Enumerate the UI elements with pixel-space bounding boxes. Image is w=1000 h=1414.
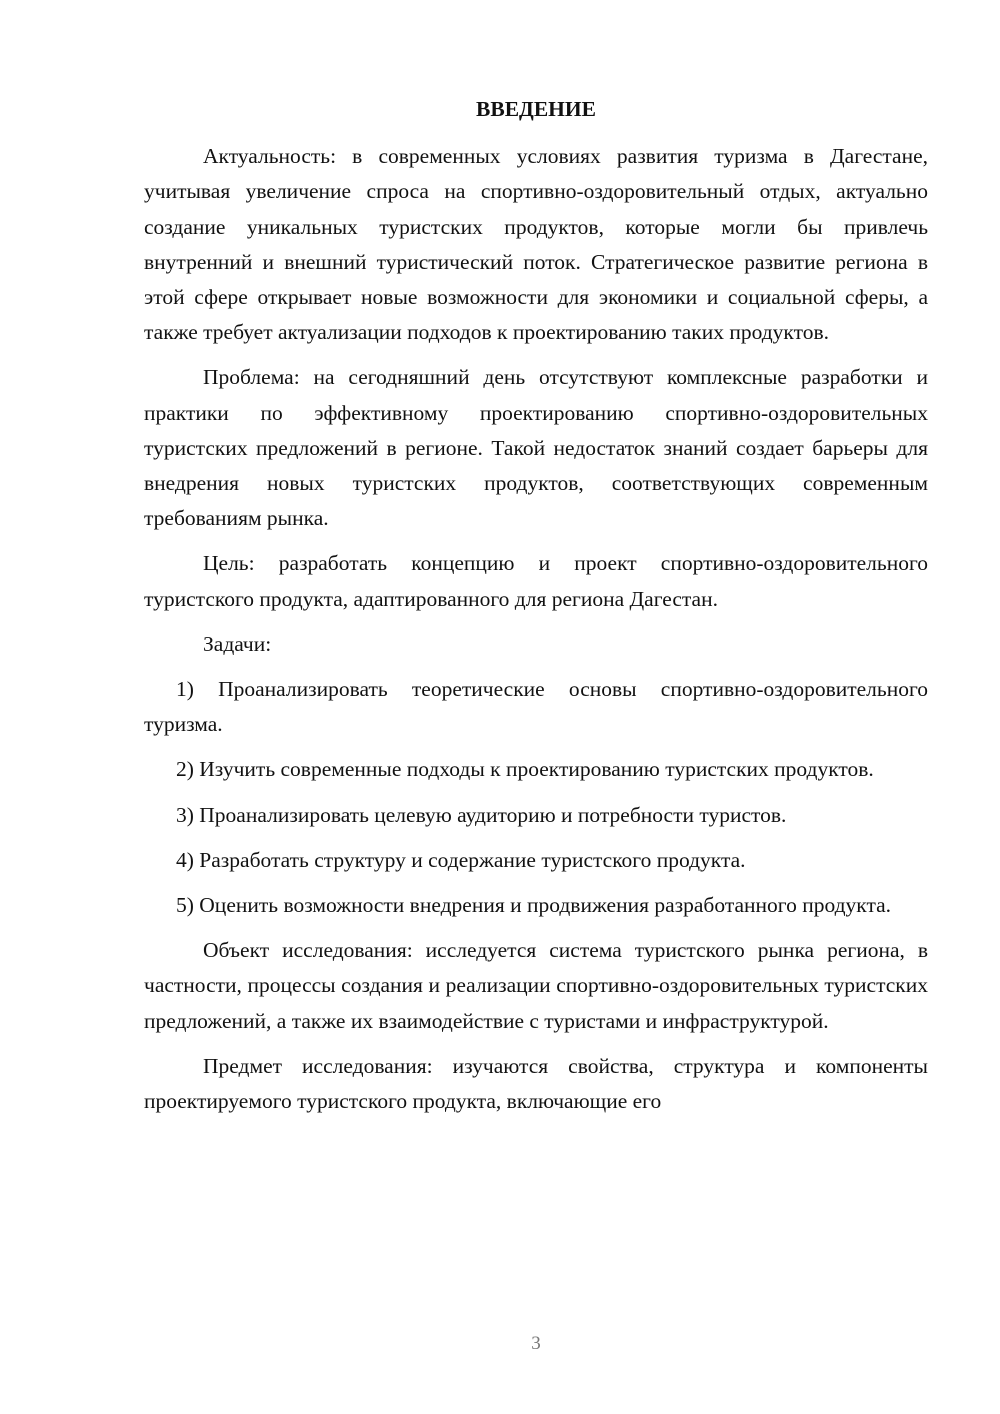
paragraph-object: Объект исследования: исследуется система туристского рынка региона, в частности, процессы создания и реализации спортивно-оздоровительных туристских предложений, а также их взаимодействие с туристами и инфраструктурой. [144,938,928,1033]
task-item-3: 3) Проанализировать целевую аудиторию и потребности туристов. [176,802,787,827]
paragraph-subject: Предмет исследования: изучаются свойства, структура и компоненты проектируемого туристского продукта, включающие его [144,1053,928,1114]
paragraph-problem: Проблема: на сегодняшний день отсутствуют комплексные разработки и практики по эффективному проектированию спортивно-оздоровительных туристских предложений в регионе. Такой недостаток знаний создает барьеры для внедрения новых туристских продуктов, соответствующих современным требованиям рынка. [144,365,928,531]
section-title: ВВЕДЕНИЕ [476,97,596,121]
paragraph-goal: Цель: разработать концепцию и проект спортивно-оздоровительного туристского продукта, адаптированного для региона Дагестан. [144,551,928,611]
task-item-4: 4) Разработать структуру и содержание туристского продукта. [176,847,746,872]
task-item-1: 1) Проанализировать теоретические основы спортивно-оздоровительного туризма. [144,677,928,737]
task-item-2: 2) Изучить современные подходы к проектированию туристских продуктов. [176,757,874,782]
paragraph-tasks-heading: Задачи: [203,631,272,656]
task-item-5: 5) Оценить возможности внедрения и продвижения разработанного продукта. [176,893,892,918]
page-number: 3 [531,1333,541,1354]
page-content [144,92,928,1119]
paragraph-relevance: Актуальность: в современных условиях развития туризма в Дагестане, учитывая увеличение спроса на спортивно-оздоровительный отдых, актуально создание уникальных туристских продуктов, которые могли бы привлечь внутренний и внешний туристический поток. Стратегическое развитие региона в этой сфере открывает новые возможности для экономики и социальной сферы, а также требует актуализации подходов к проектированию таких продуктов. [144,144,928,345]
